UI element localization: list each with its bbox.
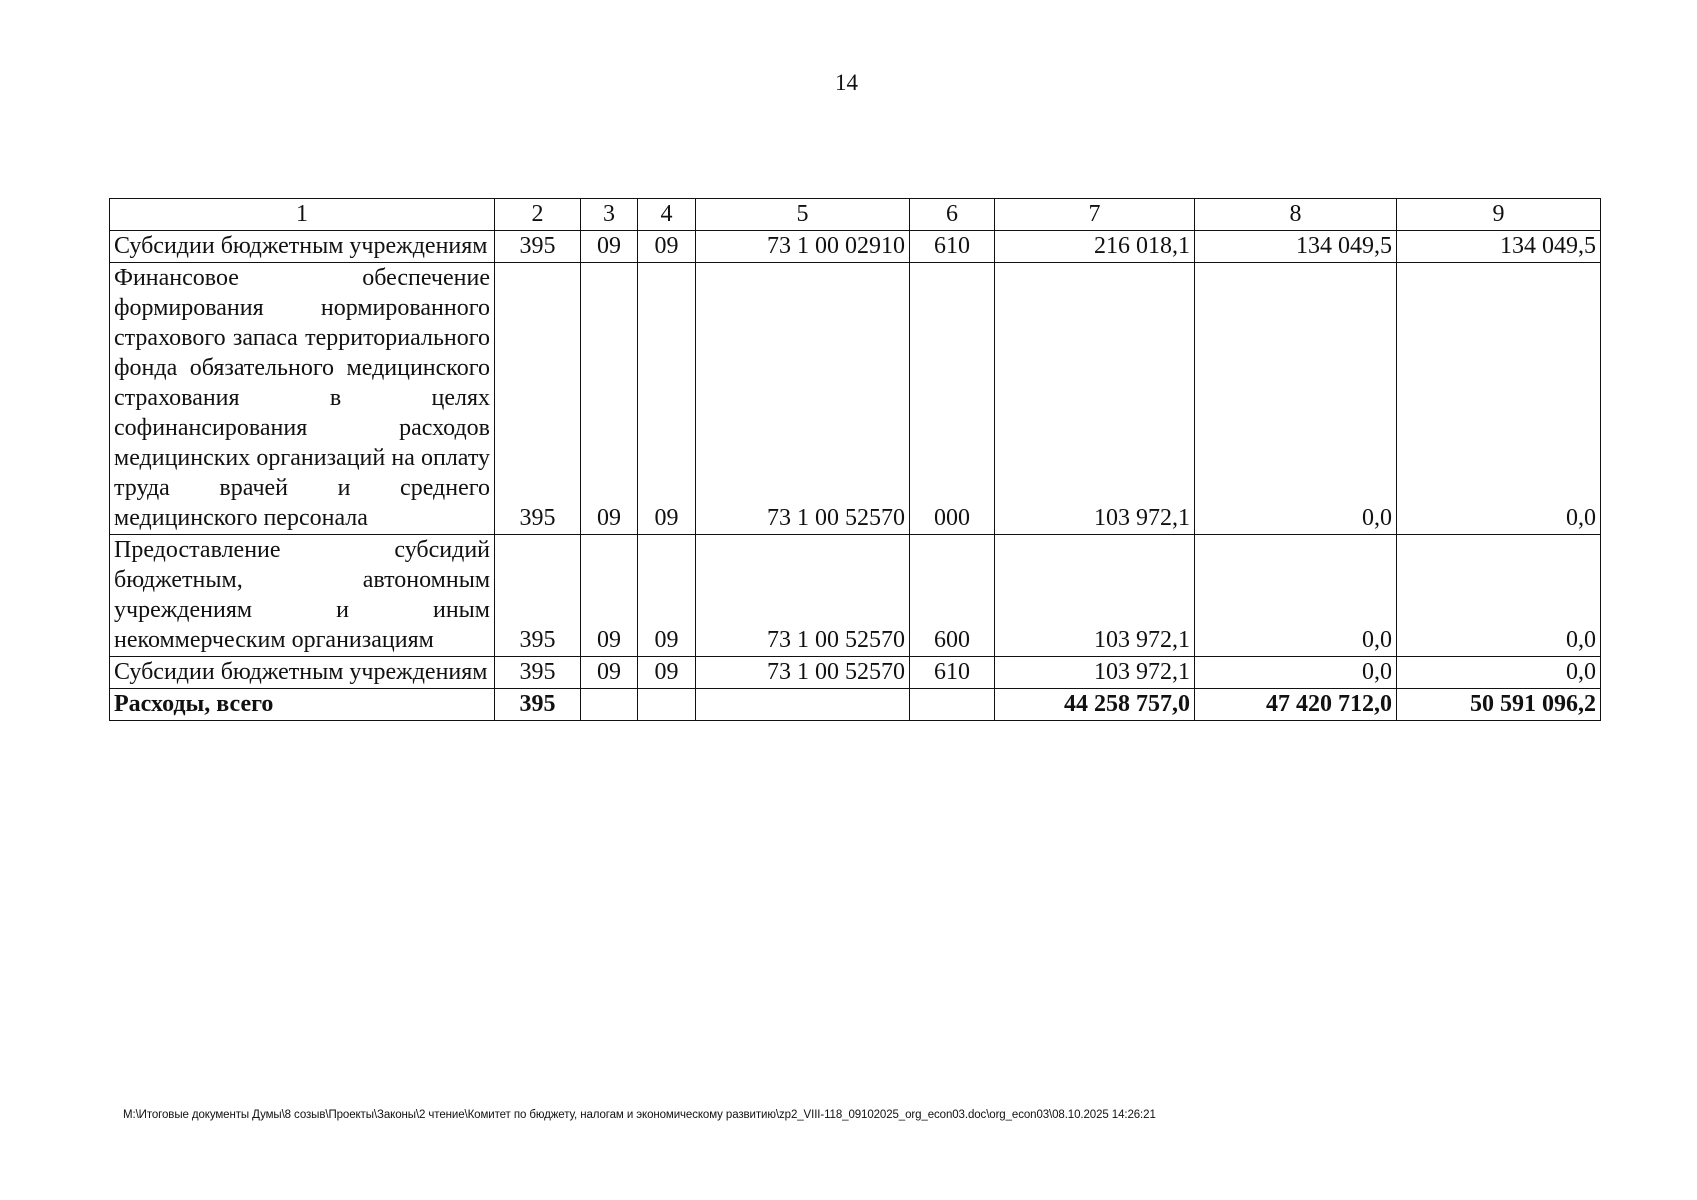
cell-expense-type bbox=[910, 689, 995, 721]
column-header: 6 bbox=[910, 199, 995, 231]
cell-expense-type: 610 bbox=[910, 657, 995, 689]
cell-section: 09 bbox=[581, 535, 638, 657]
total-amount-7: 44 258 757,0 bbox=[995, 689, 1195, 721]
page-number: 14 bbox=[835, 70, 858, 95]
cell-subsection: 09 bbox=[638, 231, 696, 263]
cell-admin-code: 395 bbox=[495, 231, 581, 263]
cell-amount-7: 103 972,1 bbox=[995, 535, 1195, 657]
table-row bbox=[110, 657, 1601, 689]
cell-subsection bbox=[638, 689, 696, 721]
column-header: 5 bbox=[696, 199, 910, 231]
total-label: Расходы, всего bbox=[110, 689, 495, 721]
cell-section: 09 bbox=[581, 231, 638, 263]
cell-amount-9: 0,0 bbox=[1397, 263, 1601, 535]
cell-amount-7: 216 018,1 bbox=[995, 231, 1195, 263]
cell-section bbox=[581, 689, 638, 721]
column-header: 1 bbox=[110, 199, 495, 231]
total-row bbox=[110, 689, 1601, 721]
cell-amount-9: 134 049,5 bbox=[1397, 231, 1601, 263]
cell-expense-type: 000 bbox=[910, 263, 995, 535]
cell-amount-9: 0,0 bbox=[1397, 657, 1601, 689]
cell-subsection: 09 bbox=[638, 263, 696, 535]
cell-target-article: 73 1 00 52570 bbox=[696, 263, 910, 535]
cell-section: 09 bbox=[581, 263, 638, 535]
table-header-row bbox=[110, 199, 1601, 231]
total-amount-8: 47 420 712,0 bbox=[1195, 689, 1397, 721]
cell-amount-9: 0,0 bbox=[1397, 535, 1601, 657]
cell-target-article bbox=[696, 689, 910, 721]
table-row bbox=[110, 263, 1601, 535]
column-header: 7 bbox=[995, 199, 1195, 231]
cell-amount-8: 0,0 bbox=[1195, 657, 1397, 689]
column-header: 3 bbox=[581, 199, 638, 231]
row-name: Предоставление субсидий бюджетным, автономным учреждениям и иным некоммерческим организациям bbox=[110, 535, 495, 657]
cell-expense-type: 610 bbox=[910, 231, 995, 263]
table-row bbox=[110, 535, 1601, 657]
cell-amount-7: 103 972,1 bbox=[995, 657, 1195, 689]
cell-section: 09 bbox=[581, 657, 638, 689]
column-header: 2 bbox=[495, 199, 581, 231]
cell-target-article: 73 1 00 52570 bbox=[696, 657, 910, 689]
cell-admin-code: 395 bbox=[495, 535, 581, 657]
row-name: Субсидии бюджетным учреждениям bbox=[110, 657, 495, 689]
row-name: Субсидии бюджетным учреждениям bbox=[110, 231, 495, 263]
cell-admin-code: 395 bbox=[495, 263, 581, 535]
cell-admin-code: 395 bbox=[495, 689, 581, 721]
cell-subsection: 09 bbox=[638, 535, 696, 657]
footer-file-path: M:\Итоговые документы Думы\8 созыв\Проекты\Законы\2 чтение\Комитет по бюджету, налогам и экономическому развитию\zp2_VIII-118_09102025_org_econ03.doc\org_econ03\08.10.2025 14:26:21 bbox=[123, 1109, 1156, 1121]
row-name: Финансовое обеспечение формирования нормированного страхового запаса территориального фонда обязательного медицинского страхования в целях софинансирования расходов медицинских организаций на оплату труда врачей и среднего медицинского персонала bbox=[110, 263, 495, 535]
cell-target-article: 73 1 00 52570 bbox=[696, 535, 910, 657]
cell-subsection: 09 bbox=[638, 657, 696, 689]
cell-amount-8: 0,0 bbox=[1195, 535, 1397, 657]
cell-amount-8: 0,0 bbox=[1195, 263, 1397, 535]
total-amount-9: 50 591 096,2 bbox=[1397, 689, 1601, 721]
cell-amount-8: 134 049,5 bbox=[1195, 231, 1397, 263]
table-row bbox=[110, 231, 1601, 263]
column-header: 9 bbox=[1397, 199, 1601, 231]
cell-admin-code: 395 bbox=[495, 657, 581, 689]
budget-table bbox=[109, 198, 1601, 721]
cell-amount-7: 103 972,1 bbox=[995, 263, 1195, 535]
cell-expense-type: 600 bbox=[910, 535, 995, 657]
column-header: 8 bbox=[1195, 199, 1397, 231]
cell-target-article: 73 1 00 02910 bbox=[696, 231, 910, 263]
column-header: 4 bbox=[638, 199, 696, 231]
